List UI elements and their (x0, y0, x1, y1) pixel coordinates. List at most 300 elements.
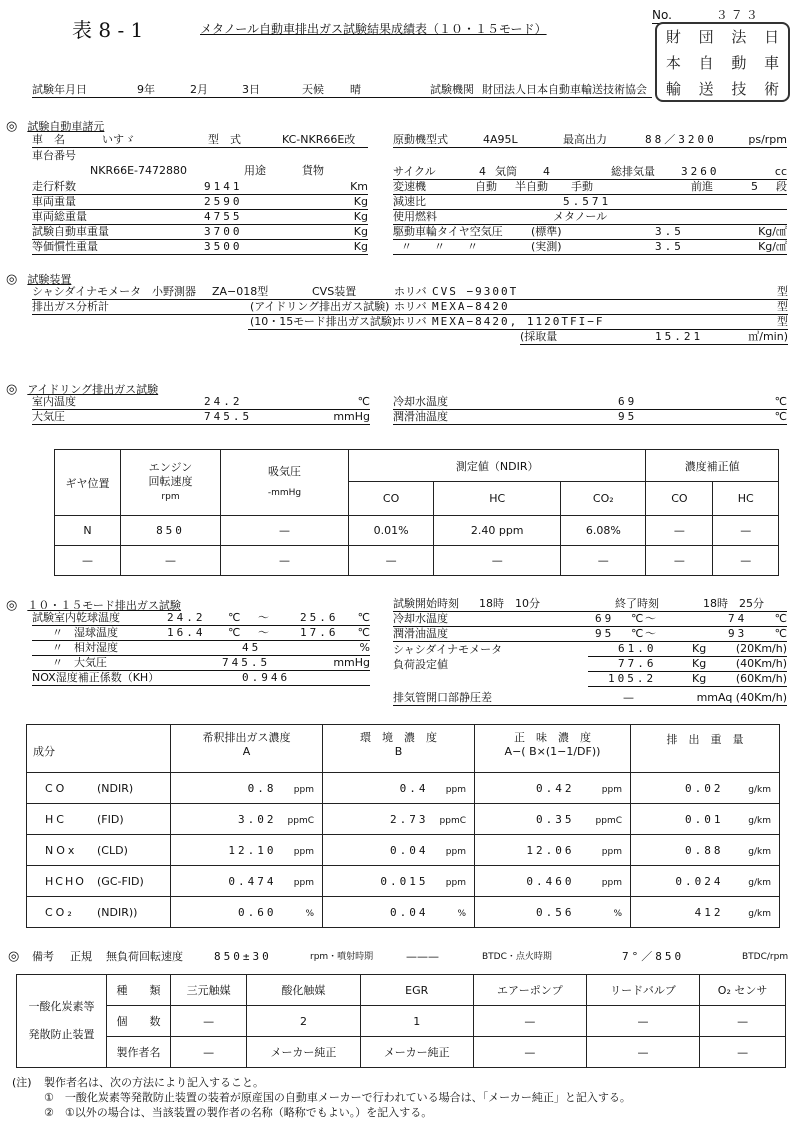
text-field: 財 (665, 28, 681, 46)
text-field: 0.946 (242, 671, 291, 684)
text-field: (標準) (531, 225, 562, 238)
text-field: 回転速度 (148, 475, 193, 488)
text-field: 69 (595, 612, 615, 625)
text-field: 7°／850 (622, 950, 685, 963)
text-field: 車 名 (32, 133, 65, 146)
tire-measured-row (393, 241, 787, 255)
text-field: MEXA−8420 (432, 300, 510, 313)
spec-row (32, 181, 368, 195)
wet-bulb-row (32, 627, 370, 641)
text-field: 69 (618, 395, 638, 408)
text-field: 3260 (681, 165, 720, 178)
load-row (588, 658, 787, 672)
text-field: ℃ (228, 611, 241, 624)
text-field: 試験装置 (27, 273, 72, 286)
idle-coolant-row (393, 396, 787, 410)
text-field: 用途 (244, 164, 266, 177)
analyzer-idle-row (32, 301, 788, 315)
text-field: リードバルブ (586, 975, 699, 1006)
text-field: 車両重量 (32, 195, 76, 208)
vehicle-name-row (32, 134, 368, 148)
text-field: 745.5 (222, 656, 271, 669)
text-field: Kg/㎠ (758, 240, 787, 253)
no-label: No. (652, 8, 672, 22)
text-field: CVS −9300T (432, 285, 519, 298)
text-field: シャシダイナモメータ (393, 643, 503, 656)
text-field: 潤滑油温度 (393, 627, 448, 640)
text-field: g/km (748, 908, 771, 919)
text-field: (実測) (531, 240, 562, 253)
text-field: 変速機 (393, 180, 426, 193)
text-field: 〜 (645, 627, 656, 640)
table-row (27, 897, 780, 928)
text-field: 最高出力 (563, 133, 607, 146)
text-field: 2590 (204, 195, 243, 208)
text-field: 0.35 (536, 812, 575, 826)
text-field: 61.0 (618, 642, 657, 655)
table-row (27, 866, 780, 897)
text-field: ——— (406, 950, 439, 963)
text-field: 総排気量 (611, 165, 655, 178)
text-field: — (221, 516, 349, 546)
text-field: 前進 (691, 180, 713, 193)
text-field: 77.6 (618, 657, 657, 670)
text-field: 三元触媒 (171, 975, 247, 1006)
text-field: 4755 (204, 210, 243, 223)
header-ambient (323, 725, 475, 773)
header-engine-speed (121, 450, 221, 516)
text-field: g/km (748, 877, 771, 888)
text-field: メーカー純正 (360, 1037, 473, 1068)
text-field: % (305, 908, 314, 919)
reduction-row (393, 196, 787, 210)
mode-coolant-row (393, 613, 787, 627)
text-field: — (623, 691, 634, 704)
text-field: 駆動車輪タイヤ空気圧 (393, 225, 503, 238)
text-field: 自 (698, 54, 714, 72)
text-field: ℃ (631, 612, 644, 625)
text-field: CO (45, 781, 68, 795)
text-field: 〜 (258, 611, 269, 624)
text-field: mmHg (333, 656, 370, 669)
idle-oil-row (393, 411, 787, 425)
handwritten-table-label: 表 8 - 1 (72, 18, 144, 42)
text-field: ℃ (774, 395, 787, 408)
header-component: 成分 (27, 725, 171, 773)
text-field: 備考 (32, 950, 54, 963)
text-field: 〃 相対湿度 (52, 641, 118, 654)
text-field: 0.04 (390, 843, 429, 857)
text-field: １０・１５モード排出ガス試験 (27, 599, 181, 612)
text-field: mmAq (40Km/h) (696, 691, 787, 704)
humidity-row (32, 642, 370, 656)
text-field: 手動 (571, 180, 593, 193)
text-field: 型 (777, 300, 788, 313)
table-row (17, 1037, 786, 1068)
text-field: 0.42 (536, 781, 575, 795)
text-field: 潤滑油温度 (393, 410, 448, 423)
text-field: ppm (293, 877, 314, 888)
text-field: 105.2 (608, 672, 657, 685)
kh-row (32, 672, 370, 686)
text-field: (注) (12, 1076, 32, 1089)
text-field: 減速比 (393, 195, 426, 208)
text-field: — (646, 516, 713, 546)
spec-row (32, 241, 368, 255)
text-field: 送 (698, 80, 714, 98)
institute: 財団法人日本自動車輸送技術協会 (482, 83, 647, 96)
text-field: 大気圧 (32, 410, 65, 423)
header-corrected: 濃度補正値 (646, 450, 779, 482)
text-field: ppmC (439, 815, 466, 826)
load-label-row (393, 658, 573, 672)
text-field: % (613, 908, 622, 919)
text-field: — (700, 1006, 786, 1037)
text-field: ppmC (287, 815, 314, 826)
text-field: 団 (698, 28, 714, 46)
text-field: CO (646, 482, 713, 516)
text-field: 2.73 (390, 812, 429, 826)
text-field: 酸化触媒 (247, 975, 360, 1006)
text-field: ホリバ (394, 285, 427, 298)
text-field: 無負荷回転速度 (106, 950, 183, 963)
double-circle-icon: ◎ (6, 382, 18, 397)
text-field: 試験自動車重量 (32, 225, 109, 238)
text-field: エンジン (148, 461, 193, 474)
table-row (27, 835, 780, 866)
double-circle-icon: ◎ (6, 119, 18, 134)
text-field: 車 (764, 54, 780, 72)
text-field: Kg (692, 657, 707, 670)
section-idle-test (6, 381, 158, 397)
text-field: % (359, 641, 370, 654)
text-field: 0.88 (685, 843, 724, 857)
text-field: (NDIR)) (97, 905, 138, 919)
text-field: A−( B×(1−1/DF)) (504, 745, 601, 758)
table-row (27, 773, 780, 804)
text-field: ℃ (357, 611, 370, 624)
notes (12, 1075, 631, 1120)
text-field: 型 式 (208, 133, 241, 146)
text-field: 〃 湿球温度 (52, 626, 118, 639)
text-field: 一酸化炭素等 (28, 1000, 95, 1013)
no-value: ３７３ (715, 8, 761, 22)
text-field: 術 (764, 80, 780, 98)
text-field: 正 味 濃 度 (514, 731, 591, 744)
text-field: 2.40 ppm (434, 516, 561, 546)
text-field: Kg (353, 210, 368, 223)
text-field: 型 (777, 315, 788, 328)
text-field: 室内温度 (32, 395, 76, 408)
text-field: NOX湿度補正係数（KH） (32, 671, 160, 684)
text-field: ホリバ (394, 300, 427, 313)
text-field: — (646, 546, 713, 576)
text-field: (CLD) (97, 843, 128, 857)
text-field: メーカー純正 (247, 1037, 360, 1068)
text-field: 希釈排出ガス濃度 (202, 731, 291, 744)
remarks-row (8, 950, 788, 964)
text-field: BTDC/rpm (742, 952, 789, 962)
text-field: ℃ (228, 626, 241, 639)
text-field: CVS装置 (312, 285, 357, 298)
text-field: サイクル (393, 165, 436, 178)
text-field: 3.5 (655, 225, 684, 238)
text-field: 5 (751, 180, 758, 193)
mode-emission-table (26, 724, 780, 928)
section-vehicle-specs (6, 118, 104, 134)
text-field: 〃 〃 〃 (401, 240, 478, 253)
text-field: 412 (694, 905, 724, 919)
text-field: 段 (776, 180, 787, 193)
year: 9年 (137, 83, 155, 96)
text-field: 正規 (70, 950, 92, 963)
text-field: ℃ (357, 626, 370, 639)
text-field: 15.21 (655, 330, 704, 343)
text-field: 0.474 (228, 874, 277, 888)
header-mass: 排 出 重 量 (631, 725, 780, 773)
text-field: 法 (731, 28, 747, 46)
emission-control-device-table (16, 974, 786, 1068)
text-field: A (242, 745, 251, 758)
text-field: ホリバ (394, 315, 427, 328)
engine-row (393, 134, 787, 148)
text-field: NOx (45, 843, 78, 857)
text-field: Kg (353, 240, 368, 253)
text-field: BTDC・点火時期 (482, 952, 552, 962)
text-field: 〃 大気圧 (52, 656, 107, 669)
text-field: rpm・噴射時期 (310, 952, 374, 962)
text-field: — (221, 546, 349, 576)
text-field: — (121, 546, 221, 576)
text-field: 24.2 (167, 611, 206, 624)
text-field: 0.04 (390, 905, 429, 919)
text-field: cc (774, 165, 787, 178)
fuel-row (393, 211, 787, 225)
text-field: g/km (748, 784, 771, 795)
dry-bulb-row (32, 612, 370, 626)
text-field: 環 境 濃 度 (360, 731, 437, 744)
header-intake-pressure (221, 450, 349, 516)
spec-row (32, 196, 368, 210)
text-field: 17.6 (300, 626, 339, 639)
text-field: (10・15モード排出ガス試験) (250, 315, 397, 328)
text-field: 25.6 (300, 611, 339, 624)
text-field: 24.2 (204, 395, 243, 408)
text-field: 2 (247, 1006, 360, 1037)
text-field: 〜 (258, 626, 269, 639)
text-field: 自動 (475, 180, 497, 193)
text-field: HC (434, 482, 561, 516)
text-field: (アイドリング排出ガス試験) (250, 300, 390, 313)
text-field: Km (350, 180, 368, 193)
text-field: 0.56 (536, 905, 575, 919)
text-field: 1 (360, 1006, 473, 1037)
text-field: rpm (161, 492, 180, 502)
text-field: — (171, 1037, 247, 1068)
text-field: 18時 10分 (479, 597, 540, 610)
text-field: KC-NKR66E改 (282, 133, 356, 146)
header-diluted (171, 725, 323, 773)
text-field: 排気管開口部静圧差 (393, 691, 492, 704)
text-field: ppm (601, 784, 622, 795)
text-field: 0.015 (380, 874, 429, 888)
text-field: — (700, 1037, 786, 1068)
text-field: 0.8 (247, 781, 277, 795)
text-field: 気筒 (495, 165, 517, 178)
text-field: 0.4 (399, 781, 429, 795)
text-field: CO₂ (45, 905, 75, 919)
double-circle-icon: ◎ (6, 272, 18, 287)
dyno-row (32, 286, 788, 300)
text-field: 6.08% (561, 516, 646, 546)
text-field: ℃ (774, 410, 787, 423)
text-field: g/km (748, 815, 771, 826)
text-field: 0.460 (526, 874, 575, 888)
text-field: 3.02 (238, 812, 277, 826)
text-field: Kg (353, 195, 368, 208)
text-field: — (586, 1037, 699, 1068)
text-field: 5.571 (563, 195, 612, 208)
idle-emission-table (54, 449, 779, 576)
text-field: 0.024 (675, 874, 724, 888)
header-gear: ギヤ位置 (55, 450, 121, 516)
text-field: 冷却水温度 (393, 395, 448, 408)
table-row (17, 1006, 786, 1037)
text-field: 0.60 (238, 905, 277, 919)
text-field: 貨物 (302, 164, 324, 177)
text-field: — (434, 546, 561, 576)
text-field: 吸気圧 (268, 465, 301, 478)
text-field: 9141 (204, 180, 243, 193)
text-field: 輸 (665, 80, 681, 98)
table-row (27, 804, 780, 835)
text-field: 個 数 (107, 1006, 171, 1037)
text-field: ppm (293, 846, 314, 857)
text-field: ZA−018型 (212, 285, 269, 298)
text-field: g/km (748, 846, 771, 857)
double-circle-icon: ◎ (6, 598, 18, 613)
text-field: ℃ (774, 612, 787, 625)
document-title: メタノール自動車排出ガス試験結果成績表（１０・１５モード） (200, 22, 547, 36)
text-field: N (55, 516, 121, 546)
institute-label: 試験機関 (430, 83, 474, 96)
text-field: 95 (618, 410, 638, 423)
text-field: ㎥/min) (748, 330, 788, 343)
text-field: 88／3200 (645, 133, 717, 146)
spec-row (32, 211, 368, 225)
text-field: Kg (353, 225, 368, 238)
text-field: 試験自動車諸元 (27, 120, 105, 133)
text-field: — (713, 546, 779, 576)
text-field: いすゞ (102, 133, 135, 146)
text-field: HC (713, 482, 779, 516)
text-field: 4A95L (483, 133, 518, 146)
text-field: 12.06 (526, 843, 575, 857)
text-field: NKR66E-7472880 (90, 164, 187, 177)
header-measured-ndir: 測定値（NDIR） (349, 450, 646, 482)
text-field: HC (45, 812, 67, 826)
text-field: 0.01 (685, 812, 724, 826)
text-field: 12.10 (228, 843, 277, 857)
text-field: ppm (445, 784, 466, 795)
device-group-label (17, 975, 107, 1068)
test-time-row (393, 598, 787, 612)
text-field: ppm (445, 877, 466, 888)
text-field: (採取量 (520, 330, 558, 343)
text-field: — (349, 546, 434, 576)
text-field: 4 (479, 165, 486, 178)
text-field: ps/rpm (748, 133, 787, 146)
load-row (588, 643, 787, 657)
spec-row (32, 226, 368, 240)
text-field: 日 (764, 28, 780, 46)
text-field: 製作者名 (107, 1037, 171, 1068)
header-net (475, 725, 631, 773)
text-field: 種 類 (107, 975, 171, 1006)
text-field: 本 (665, 54, 681, 72)
text-field: MEXA−8420, 1120TFI−F (432, 315, 605, 328)
idle-pressure-row (32, 411, 370, 425)
text-field: mmHg (333, 410, 370, 423)
text-field: エアーポンプ (473, 975, 586, 1006)
text-field: CO₂ (561, 482, 646, 516)
text-field: 0.02 (685, 781, 724, 795)
table-row (55, 546, 779, 576)
text-field: (40Km/h) (735, 657, 787, 670)
text-field: CO (349, 482, 434, 516)
table-row (55, 516, 779, 546)
idle-room-temp-row (32, 396, 370, 410)
text-field: 試験開始時刻 (393, 597, 459, 610)
mode-oil-row (393, 628, 787, 642)
text-field: 等価慣性重量 (32, 240, 98, 253)
day: 3日 (242, 83, 260, 96)
text-field: 負荷設定値 (393, 658, 448, 671)
text-field: ppmC (595, 815, 622, 826)
text-field: — (713, 516, 779, 546)
text-field: — (171, 1006, 247, 1037)
text-field: ℃ (357, 395, 370, 408)
load-row (588, 673, 787, 687)
text-field: ppm (601, 877, 622, 888)
text-field: 16.4 (167, 626, 206, 639)
analyzer-mode-row (248, 316, 788, 330)
text-field: — (473, 1037, 586, 1068)
text-field: (NDIR) (97, 781, 134, 795)
text-field: -mmHg (267, 488, 302, 498)
text-field: EGR (360, 975, 473, 1006)
text-field: B (394, 745, 403, 758)
text-field: ppm (293, 784, 314, 795)
weather-label: 天候 (302, 83, 324, 96)
chassis-row (32, 164, 368, 178)
double-circle-icon: ◎ (8, 949, 20, 964)
text-field: 0.01% (349, 516, 434, 546)
text-field: 〜 (645, 612, 656, 625)
text-field: 試験室内乾球温度 (32, 611, 120, 624)
text-field: 動 (731, 54, 747, 72)
text-field: ℃ (774, 627, 787, 640)
exhaust-pressure-row (393, 692, 787, 706)
text-field: 終了時刻 (615, 597, 659, 610)
text-field: 3500 (204, 240, 243, 253)
cycle-row (393, 166, 787, 180)
text-field: ℃ (631, 627, 644, 640)
text-field: (FID) (97, 812, 124, 826)
text-field: 型 (777, 285, 788, 298)
text-field: % (457, 908, 466, 919)
text-field: — (586, 1006, 699, 1037)
